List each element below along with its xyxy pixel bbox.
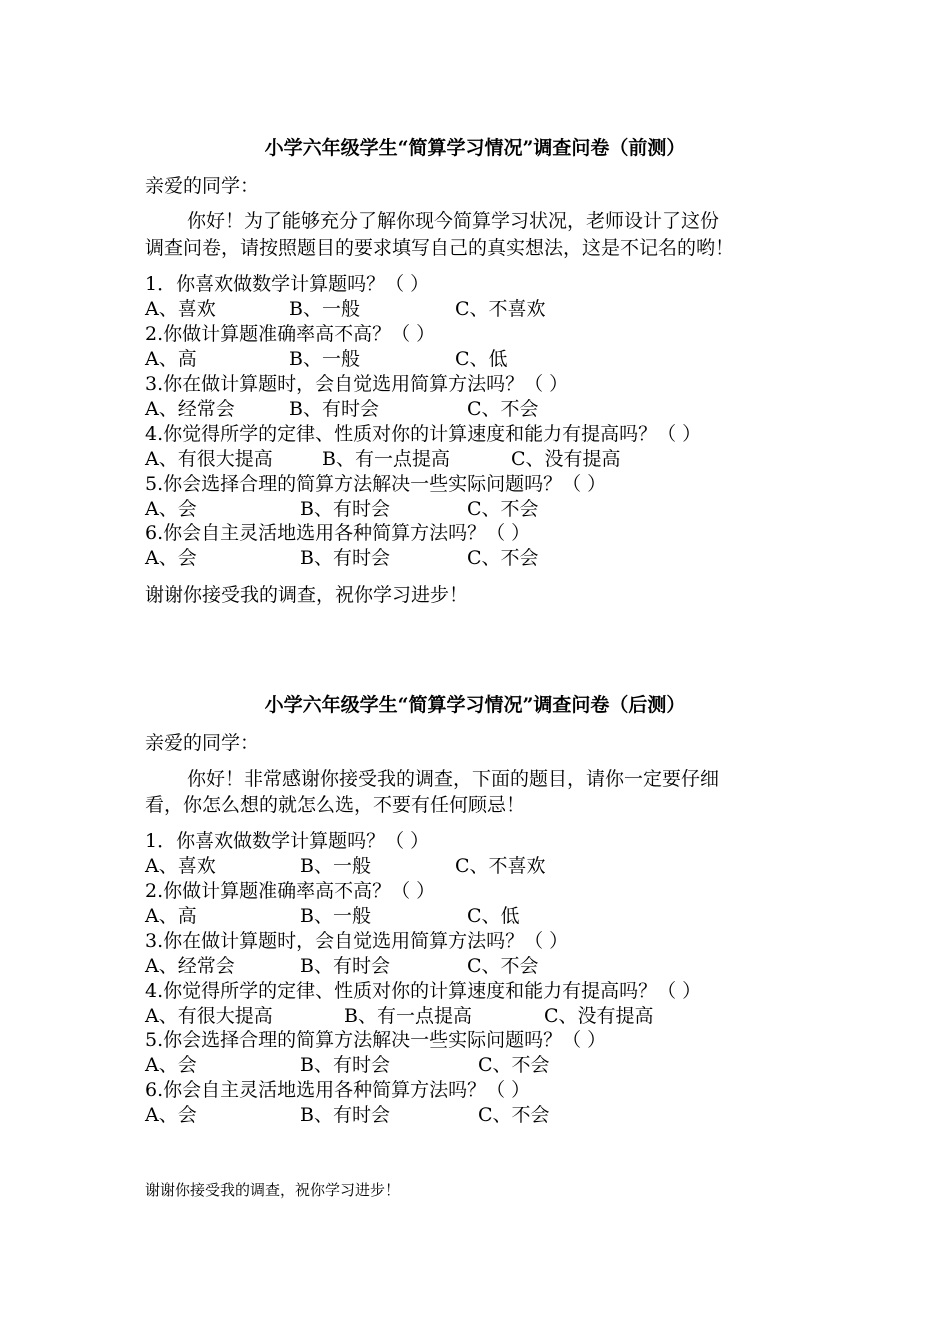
post-q5-option-b: B、有时会 bbox=[300, 1054, 390, 1076]
post-question-4: 4.你觉得所学的定律、性质对你的计算速度和能力有提高吗？（ ） bbox=[145, 980, 702, 1002]
post-q4-option-a: A、有很大提高 bbox=[145, 1005, 273, 1027]
post-question-6: 6.你会自主灵活地选用各种简算方法吗？（ ） bbox=[145, 1079, 531, 1101]
pre-q4-option-a: A、有很大提高 bbox=[145, 448, 273, 470]
post-q6-option-a: A、会 bbox=[145, 1104, 197, 1126]
post-q4-option-c: C、没有提高 bbox=[544, 1005, 654, 1027]
pre-q5-option-b: B、有时会 bbox=[300, 498, 390, 520]
pre-q5-option-c: C、不会 bbox=[467, 498, 539, 520]
post-intro-line2: 看，你怎么想的就怎么选，不要有任何顾忌！ bbox=[145, 794, 526, 816]
pre-survey-title: 小学六年级学生“简算学习情况”调查问卷（前测） bbox=[264, 137, 686, 159]
pre-question-1: 1．你喜欢做数学计算题吗？（ ） bbox=[145, 273, 430, 295]
post-q2-option-a: A、高 bbox=[145, 905, 197, 927]
pre-question-5: 5.你会选择合理的简算方法解决一些实际问题吗？（ ） bbox=[145, 473, 607, 495]
pre-q1-option-b: B、一般 bbox=[289, 298, 360, 320]
pre-closing: 谢谢你接受我的调查，祝你学习进步！ bbox=[145, 584, 469, 606]
post-intro-line1: 你好！非常感谢你接受我的调查，下面的题目，请你一定要仔细 bbox=[187, 768, 720, 790]
pre-question-6: 6.你会自主灵活地选用各种简算方法吗？（ ） bbox=[145, 522, 531, 544]
post-q5-option-a: A、会 bbox=[145, 1054, 197, 1076]
pre-intro-line2: 调查问卷，请按照题目的要求填写自己的真实想法，这是不记名的哟！ bbox=[145, 237, 735, 259]
pre-q6-option-a: A、会 bbox=[145, 547, 197, 569]
post-greeting: 亲爱的同学： bbox=[145, 732, 260, 754]
pre-question-4: 4.你觉得所学的定律、性质对你的计算速度和能力有提高吗？（ ） bbox=[145, 423, 702, 445]
post-q2-option-b: B、一般 bbox=[300, 905, 371, 927]
post-q1-option-c: C、不喜欢 bbox=[455, 855, 546, 877]
pre-question-3: 3.你在做计算题时，会自觉选用简算方法吗？（ ） bbox=[145, 373, 569, 395]
pre-q1-option-c: C、不喜欢 bbox=[455, 298, 546, 320]
post-q3-option-a: A、经常会 bbox=[145, 955, 235, 977]
post-survey-title: 小学六年级学生“简算学习情况”调查问卷（后测） bbox=[264, 694, 686, 716]
pre-q2-option-c: C、低 bbox=[455, 348, 508, 370]
post-question-1: 1．你喜欢做数学计算题吗？（ ） bbox=[145, 830, 430, 852]
post-q4-option-b: B、有一点提高 bbox=[344, 1005, 472, 1027]
pre-question-2: 2.你做计算题准确率高不高？（ ） bbox=[145, 323, 436, 345]
post-q5-option-c: C、不会 bbox=[478, 1054, 550, 1076]
post-q1-option-a: A、喜欢 bbox=[145, 855, 216, 877]
pre-q2-option-b: B、一般 bbox=[289, 348, 360, 370]
pre-q4-option-c: C、没有提高 bbox=[511, 448, 621, 470]
post-question-3: 3.你在做计算题时，会自觉选用简算方法吗？（ ） bbox=[145, 930, 569, 952]
post-q3-option-c: C、不会 bbox=[467, 955, 539, 977]
post-closing: 谢谢你接受我的调查，祝你学习进步！ bbox=[145, 1181, 401, 1199]
post-q6-option-c: C、不会 bbox=[478, 1104, 550, 1126]
pre-q1-option-a: A、喜欢 bbox=[145, 298, 216, 320]
post-question-2: 2.你做计算题准确率高不高？（ ） bbox=[145, 880, 436, 902]
pre-q6-option-b: B、有时会 bbox=[300, 547, 390, 569]
post-question-5: 5.你会选择合理的简算方法解决一些实际问题吗？（ ） bbox=[145, 1029, 607, 1051]
pre-q6-option-c: C、不会 bbox=[467, 547, 539, 569]
post-q2-option-c: C、低 bbox=[467, 905, 520, 927]
pre-q3-option-b: B、有时会 bbox=[289, 398, 379, 420]
post-q1-option-b: B、一般 bbox=[300, 855, 371, 877]
post-q3-option-b: B、有时会 bbox=[300, 955, 390, 977]
pre-intro-line1: 你好！为了能够充分了解你现今简算学习状况，老师设计了这份 bbox=[187, 210, 720, 232]
post-q6-option-b: B、有时会 bbox=[300, 1104, 390, 1126]
pre-greeting: 亲爱的同学： bbox=[145, 175, 260, 197]
pre-q2-option-a: A、高 bbox=[145, 348, 197, 370]
pre-q4-option-b: B、有一点提高 bbox=[322, 448, 450, 470]
pre-q5-option-a: A、会 bbox=[145, 498, 197, 520]
pre-q3-option-a: A、经常会 bbox=[145, 398, 235, 420]
pre-q3-option-c: C、不会 bbox=[467, 398, 539, 420]
